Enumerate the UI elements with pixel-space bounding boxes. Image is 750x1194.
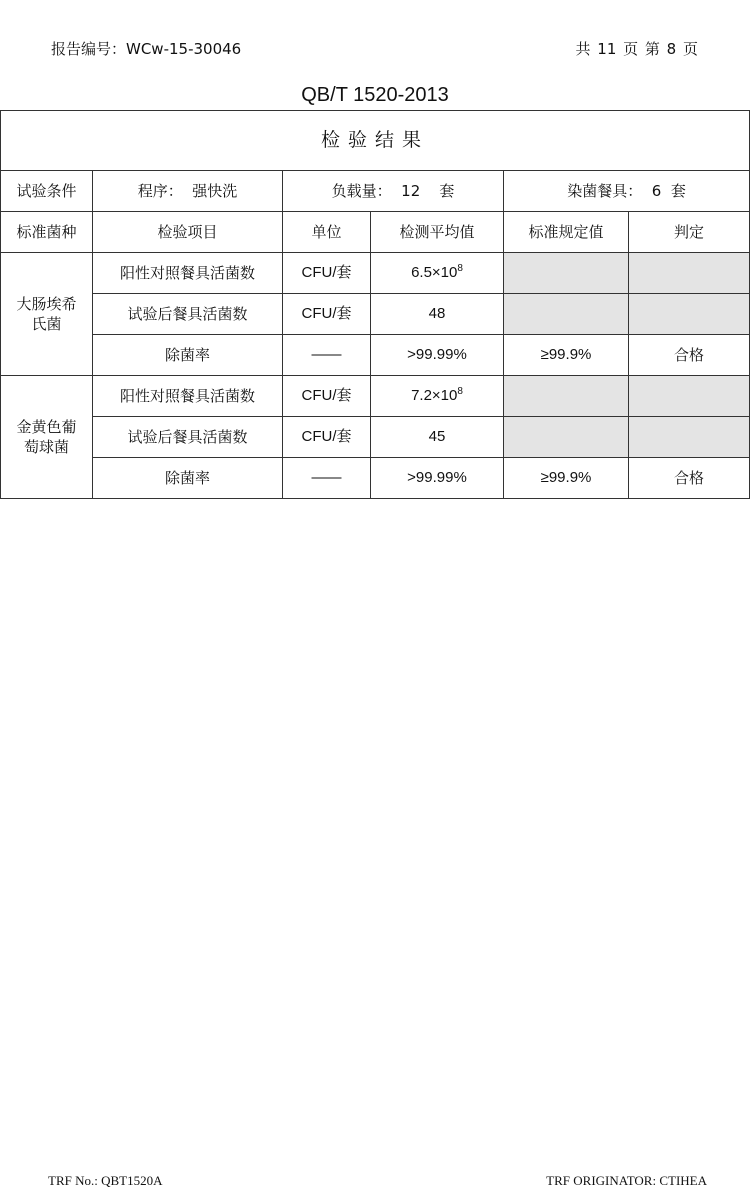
header-row <box>1 212 750 253</box>
column-header: 检验项目 <box>93 212 283 253</box>
trf-number: TRF No.: QBT1520A <box>48 1173 163 1188</box>
value-cell: >99.99% <box>371 458 504 499</box>
page-info: 共 11 页 第 8 页 <box>575 40 698 58</box>
standard-cell: ≥99.9% <box>504 335 629 376</box>
value-exponent: 8 <box>457 385 463 397</box>
value-cell: >99.99% <box>371 335 504 376</box>
value-base: 7.2×10 <box>411 386 458 404</box>
value-base: 6.5×10 <box>411 263 458 281</box>
unit-cell: CFU/套 <box>283 376 371 417</box>
standard-cell <box>504 294 629 335</box>
judgement-cell <box>629 417 750 458</box>
unit-cell: CFU/套 <box>283 417 371 458</box>
table-title: 检验结果 <box>1 111 750 171</box>
value-cell <box>371 376 504 417</box>
column-header: 标准菌种 <box>1 212 93 253</box>
judgement-cell <box>629 253 750 294</box>
unit-cell: —— <box>283 335 371 376</box>
program-cell: 程序： 强快洗 <box>93 171 283 212</box>
value-cell: 48 <box>371 294 504 335</box>
contaminated-cell: 染菌餐具： 6 套 <box>504 171 750 212</box>
strain-cell: 大肠埃希氏菌 <box>1 253 93 376</box>
table-row <box>1 458 750 499</box>
report-number: 报告编号：WCw-15-30046 <box>51 40 242 58</box>
judgement-cell <box>629 294 750 335</box>
table-row <box>1 335 750 376</box>
column-header: 判定 <box>629 212 750 253</box>
value-exponent: 8 <box>457 262 463 274</box>
judgement-cell <box>629 376 750 417</box>
table-row <box>1 253 750 294</box>
conditions-row <box>1 171 750 212</box>
unit-cell: —— <box>283 458 371 499</box>
item-cell: 阳性对照餐具活菌数 <box>93 253 283 294</box>
item-cell: 阳性对照餐具活菌数 <box>93 376 283 417</box>
standard-cell <box>504 253 629 294</box>
table-row <box>1 294 750 335</box>
trf-originator: TRF ORIGINATOR: CTIHEA <box>546 1173 707 1188</box>
unit-cell: CFU/套 <box>283 294 371 335</box>
standard-cell <box>504 376 629 417</box>
column-header: 单位 <box>283 212 371 253</box>
item-cell: 试验后餐具活菌数 <box>93 294 283 335</box>
table-row <box>1 417 750 458</box>
value-cell <box>371 253 504 294</box>
column-header: 标准规定值 <box>504 212 629 253</box>
standard-cell: ≥99.9% <box>504 458 629 499</box>
item-cell: 除菌率 <box>93 458 283 499</box>
judgement-cell: 合格 <box>629 335 750 376</box>
standard-cell <box>504 417 629 458</box>
results-table <box>0 110 750 499</box>
load-cell: 负载量： 12 套 <box>283 171 504 212</box>
value-cell: 45 <box>371 417 504 458</box>
judgement-cell: 合格 <box>629 458 750 499</box>
standard-title: QB/T 1520-2013 <box>301 84 449 106</box>
unit-cell: CFU/套 <box>283 253 371 294</box>
conditions-label: 试验条件 <box>1 171 93 212</box>
strain-cell: 金黄色葡萄球菌 <box>1 376 93 499</box>
column-header: 检测平均值 <box>371 212 504 253</box>
item-cell: 除菌率 <box>93 335 283 376</box>
table-row <box>1 376 750 417</box>
item-cell: 试验后餐具活菌数 <box>93 417 283 458</box>
